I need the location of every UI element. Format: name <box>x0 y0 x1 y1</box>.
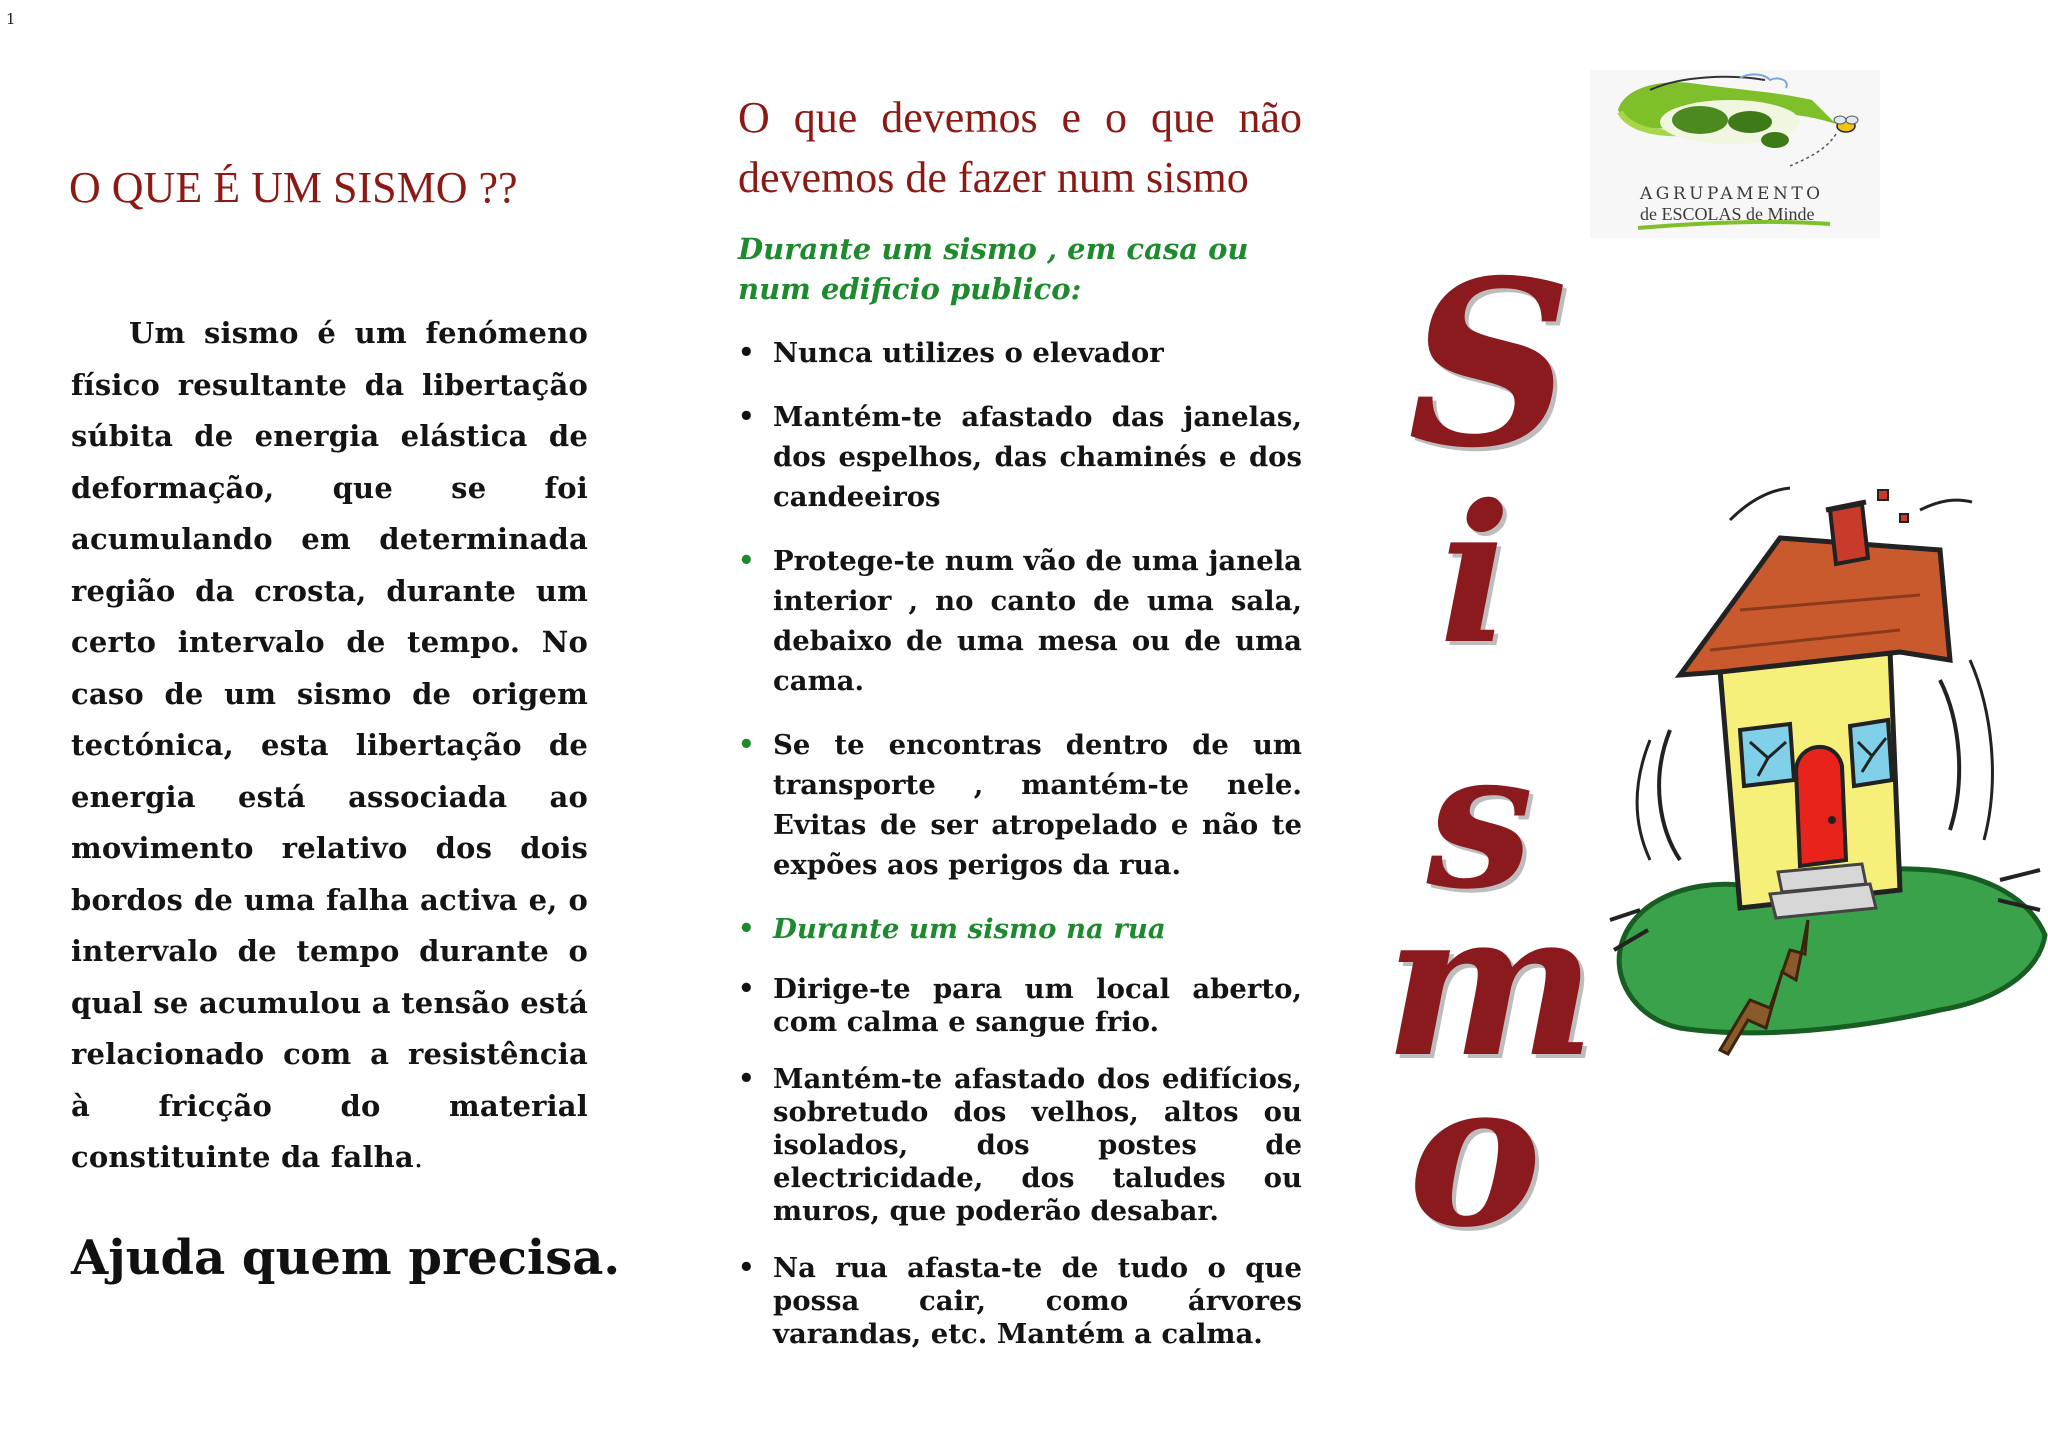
definition-end: . <box>413 1140 424 1174</box>
title-letter: S <box>1407 230 1573 498</box>
list-item-text: Na rua afasta-te de tudo o que possa cair, como árvores varandas, etc. Mantém a calma. <box>773 1252 1302 1350</box>
definition-text: Um sismo é um fenómeno físico resultante da libertação súbita de energia elástica de deformação, que se foi acumulando em determinada região da crosta, durante um certo intervalo de tempo. No caso de um sismo de origem tectónica, esta libertação de energia está associada ao movimento relativo dos dois bordos de uma falha activa e, o intervalo de tempo durante o qual se acumulou a tensão está relacionado com a resistência à fricção do material constituinte da falha <box>71 316 588 1174</box>
list-item <box>738 973 1302 1039</box>
bullet-icon: • <box>738 1253 755 1283</box>
logo-text-line2: de ESCOLAS de Minde <box>1640 204 1815 224</box>
vertical-title <box>1380 230 1610 1272</box>
list-item-heading-street <box>738 909 1302 949</box>
title-letter: m <box>1384 867 1596 1102</box>
list-item-text: Mantém-te afastado das janelas, dos espelhos, das chaminés e dos candeeiros <box>773 401 1302 513</box>
list-item-text: Dirige-te para um local aberto, com calma e sangue frio. <box>773 973 1302 1038</box>
list-item-text: Nunca utilizes o elevador <box>773 337 1164 369</box>
section-title-dos-and-donts: O que devemos e o que não devemos de fazer num sismo <box>738 93 1302 202</box>
bullet-icon: • <box>738 402 755 432</box>
section-title-what-is-earthquake: O QUE É UM SISMO ?? <box>69 163 518 212</box>
school-logo <box>1590 70 1880 238</box>
list-item <box>738 725 1302 885</box>
page-number: 1 <box>6 10 16 28</box>
logo-text-line1: AGRUPAMENTO <box>1640 184 1824 204</box>
definition-paragraph <box>71 308 588 1184</box>
bullet-icon: • <box>738 546 755 576</box>
list-item <box>738 1252 1302 1351</box>
list-item <box>738 541 1302 701</box>
bullet-icon: • <box>738 338 755 368</box>
title-letter: o <box>1408 1037 1542 1272</box>
shaking-house-icon <box>1600 480 2048 1070</box>
list-item-text: Protege-te num vão de uma janela interior , no canto de uma sala, debaixo de uma mesa ou de uma cama. <box>773 545 1302 697</box>
motto: Ajuda quem precisa. <box>71 1230 621 1286</box>
shaking-house-illustration <box>1600 480 2048 1070</box>
list-item <box>738 333 1302 373</box>
bullet-icon: • <box>738 914 755 944</box>
title-letter: i <box>1438 463 1512 686</box>
bullet-icon: • <box>738 1064 755 1094</box>
list-item <box>738 397 1302 517</box>
bullet-icon: • <box>738 730 755 760</box>
list-item <box>738 1063 1302 1228</box>
list-item-text: Mantém-te afastado dos edifícios, sobretudo dos velhos, altos ou isolados, dos postes de electricidade, dos taludes ou muros, que poderão desabar. <box>773 1063 1302 1227</box>
title-letter: s <box>1426 708 1534 931</box>
bullet-icon: • <box>738 974 755 1004</box>
list-item-text: Se te encontras dentro de um transporte , mantém-te nele. Evitas de ser atropelado e não te expões aos perigos da rua. <box>773 729 1302 881</box>
safety-list <box>738 333 1302 1375</box>
subtitle-indoors: Durante um sismo , em casa ou num edificio publico: <box>738 232 1249 306</box>
list-item-text: Durante um sismo na rua <box>773 913 1166 945</box>
